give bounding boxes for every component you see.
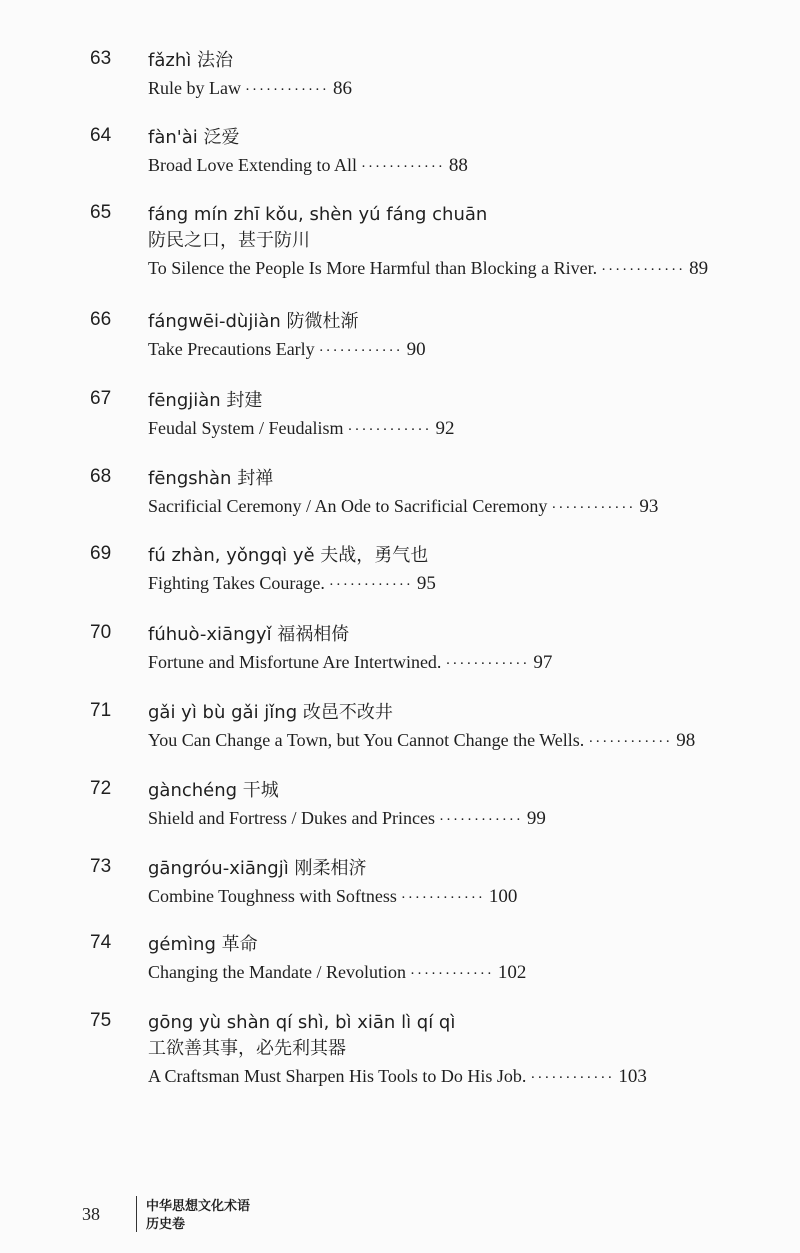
entry-page-number: 100 (488, 886, 518, 907)
footer-volume: 历史卷 (146, 1217, 186, 1232)
footer-page-number: 38 (82, 1204, 100, 1224)
entry-translation-line (148, 1062, 647, 1092)
entry-page-number: 98 (676, 730, 696, 751)
entry-english: To Silence the People Is More Harmful than Blocking a River. (148, 258, 598, 278)
entry-number: 68 (90, 466, 112, 487)
entry-page-number: 90 (406, 339, 426, 360)
entry-term: fàn'ài 泛爱 (148, 127, 240, 148)
entry-english: Fortune and Misfortune Are Intertwined. (148, 652, 442, 672)
entry-term: fēngjiàn 封建 (148, 390, 263, 411)
entry-term: fú zhàn, yǒngqì yě 夫战，勇气也 (148, 545, 429, 566)
entry-page-number: 88 (448, 155, 468, 176)
entry-term: fǎzhì 法治 (148, 50, 233, 71)
entry-page-number: 93 (639, 496, 659, 517)
footer-book-title (146, 1198, 250, 1234)
entry-translation-line (148, 414, 454, 444)
entry-term: fēngshàn 封禅 (148, 468, 274, 489)
entry-term: fúhuò-xiāngyǐ 福祸相倚 (148, 624, 350, 645)
entry-text (148, 388, 454, 444)
entry-number: 72 (90, 778, 112, 799)
entry-text (148, 202, 708, 284)
entry-translation-line (148, 804, 546, 834)
entry-translation-line (148, 569, 436, 599)
entry-text (148, 1010, 647, 1092)
entry-text (148, 778, 546, 834)
entry-english: A Craftsman Must Sharpen His Tools to Do His Job. (148, 1066, 527, 1086)
entry-term: 工欲善其事，必先利其器 (148, 1038, 346, 1059)
entry-english: You Can Change a Town, but You Cannot Change the Wells. (148, 730, 585, 750)
entry-number: 67 (90, 388, 112, 409)
entry-number: 63 (90, 48, 112, 69)
entry-text (148, 543, 436, 599)
entry-text (148, 700, 695, 756)
entry-number: 70 (90, 622, 112, 643)
dot-leader: ············ (588, 734, 673, 750)
entry-page-number: 89 (689, 258, 709, 279)
entry-english: Rule by Law (148, 78, 241, 98)
entry-term: gémìng 革命 (148, 934, 258, 955)
entry-translation-line (148, 882, 517, 912)
entry-english: Broad Love Extending to All (148, 155, 357, 175)
entry-term: 防民之口，甚于防川 (148, 230, 310, 251)
entry-page-number: 103 (618, 1066, 647, 1087)
dot-leader: ············ (244, 82, 329, 98)
entry-term: fáng mín zhī kǒu, shèn yú fáng chuān (148, 204, 488, 225)
entry-page-number: 95 (416, 573, 436, 594)
entry-translation-line (148, 74, 352, 104)
dot-leader: ············ (551, 500, 636, 516)
entry-english: Fighting Takes Courage. (148, 573, 325, 593)
dot-leader: ············ (409, 966, 494, 982)
entry-translation-line (148, 958, 526, 988)
entry-number: 71 (90, 700, 112, 721)
entry-page-number: 97 (533, 652, 553, 673)
entry-page-number: 99 (526, 808, 546, 829)
entry-english: Take Precautions Early (148, 339, 315, 359)
entry-english: Shield and Fortress / Dukes and Princes (148, 808, 435, 828)
entry-translation-line (148, 492, 658, 522)
entry-term: gāngróu-xiāngjì 刚柔相济 (148, 858, 367, 879)
dot-leader: ············ (445, 656, 530, 672)
footer-series-title: 中华思想文化术语 (146, 1199, 251, 1214)
entry-text (148, 622, 552, 678)
dot-leader: ············ (347, 422, 432, 438)
entry-text (148, 856, 517, 912)
entry-term: gànchéng 干城 (148, 780, 279, 801)
entry-text (148, 466, 658, 522)
entry-english: Changing the Mandate / Revolution (148, 962, 406, 982)
entry-english: Feudal System / Feudalism (148, 418, 344, 438)
dot-leader: ············ (530, 1070, 615, 1086)
entry-term: fángwēi-dùjiàn 防微杜渐 (148, 311, 359, 332)
entry-english: Combine Toughness with Softness (148, 886, 397, 906)
entry-text (148, 309, 426, 365)
dot-leader: ············ (328, 577, 413, 593)
entry-page-number: 86 (332, 78, 352, 99)
entry-term: gōng yù shàn qí shì, bì xiān lì qí qì (148, 1012, 456, 1033)
dot-leader: ············ (601, 262, 686, 278)
entry-term: gǎi yì bù gǎi jǐng 改邑不改井 (148, 702, 393, 723)
entry-translation-line (148, 648, 552, 678)
entry-translation-line (148, 726, 695, 756)
entry-number: 66 (90, 309, 112, 330)
entry-number: 65 (90, 202, 112, 223)
entry-text (148, 48, 352, 104)
entry-text (148, 932, 526, 988)
dot-leader: ············ (438, 812, 523, 828)
entry-page-number: 92 (435, 418, 455, 439)
entry-english: Sacrificial Ceremony / An Ode to Sacrificial Ceremony (148, 496, 548, 516)
entry-number: 74 (90, 932, 112, 953)
entry-translation-line (148, 335, 426, 365)
entry-translation-line (148, 151, 468, 181)
dot-leader: ············ (318, 343, 403, 359)
dot-leader: ············ (360, 159, 445, 175)
footer-divider (136, 1196, 137, 1232)
dot-leader: ············ (400, 890, 485, 906)
entry-number: 75 (90, 1010, 112, 1031)
entry-number: 64 (90, 125, 112, 146)
entry-translation-line (148, 254, 708, 284)
entry-text (148, 125, 468, 181)
entry-page-number: 102 (497, 962, 527, 983)
entry-number: 69 (90, 543, 112, 564)
entry-number: 73 (90, 856, 112, 877)
